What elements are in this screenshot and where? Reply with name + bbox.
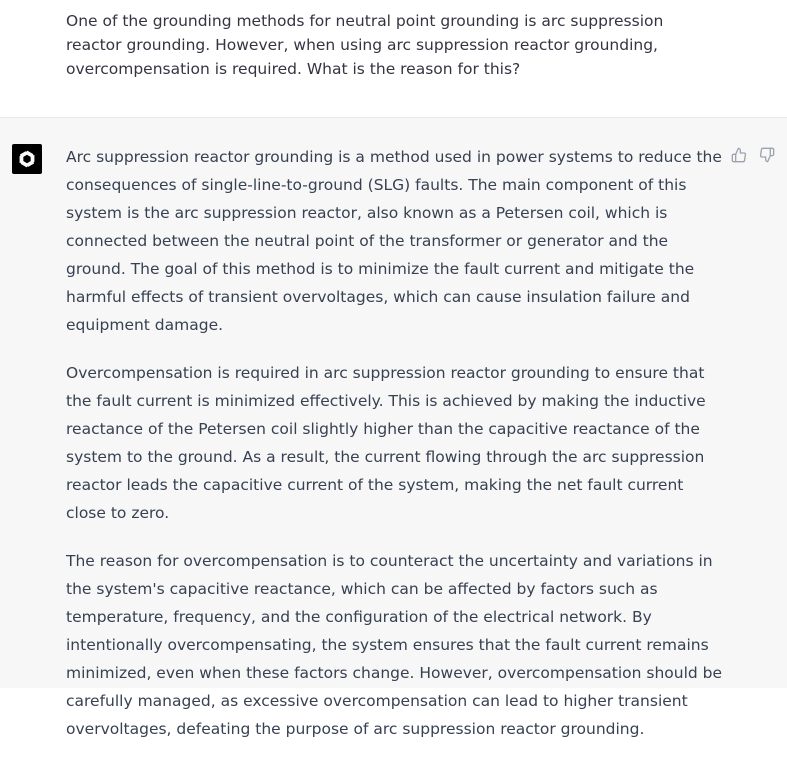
user-message-text: One of the grounding methods for neutral point grounding is arc suppression reactor grounding. However, when using arc suppression reactor grounding, overcompensation is required. What is the reason for this? (66, 12, 664, 78)
assistant-answer (66, 143, 726, 763)
answer-paragraph-2: Overcompensation is required in arc suppression reactor grounding to ensure that the fault current is minimized effectively. This is achieved by making the inductive reactance of the Petersen coil slightly higher than the capacitive reactance of the system to the ground. As a result, the current flowing through the arc suppression reactor leads the capacitive current of the system, making the net fault current close to zero. (66, 364, 706, 522)
answer-paragraph-3: The reason for overcompensation is to counteract the uncertainty and variations in the system's capacitive reactance, which can be affected by factors such as temperature, frequency, and the configuration of the electrical network. By intentionally overcompensating, the system ensures that the fault current remains minimized, even when these factors change. However, overcompensation should be carefully managed, as excessive overcompensation can lead to higher transient overvoltages, defeating the purpose of arc suppression reactor grounding. (66, 552, 723, 738)
openai-logo-icon (12, 144, 42, 174)
assistant-message-row (0, 118, 787, 738)
answer-paragraph-1: Arc suppression reactor grounding is a method used in power systems to reduce the consequences of single-line-to-ground (SLG) faults. The main component of this system is the arc suppression reactor, also known as a Petersen coil, which is connected between the neutral point of the transformer or generator and the ground. The goal of this method is to minimize the fault current and mitigate the harmful effects of transient overvoltages, which can cause insulation failure and equipment damage. (66, 148, 722, 334)
thumbs-down-button[interactable] (758, 146, 776, 164)
thumbs-down-icon (759, 147, 775, 163)
feedback-buttons (730, 146, 776, 164)
thumbs-up-icon (731, 147, 747, 163)
user-message-row (0, 0, 787, 118)
thumbs-up-button[interactable] (730, 146, 748, 164)
